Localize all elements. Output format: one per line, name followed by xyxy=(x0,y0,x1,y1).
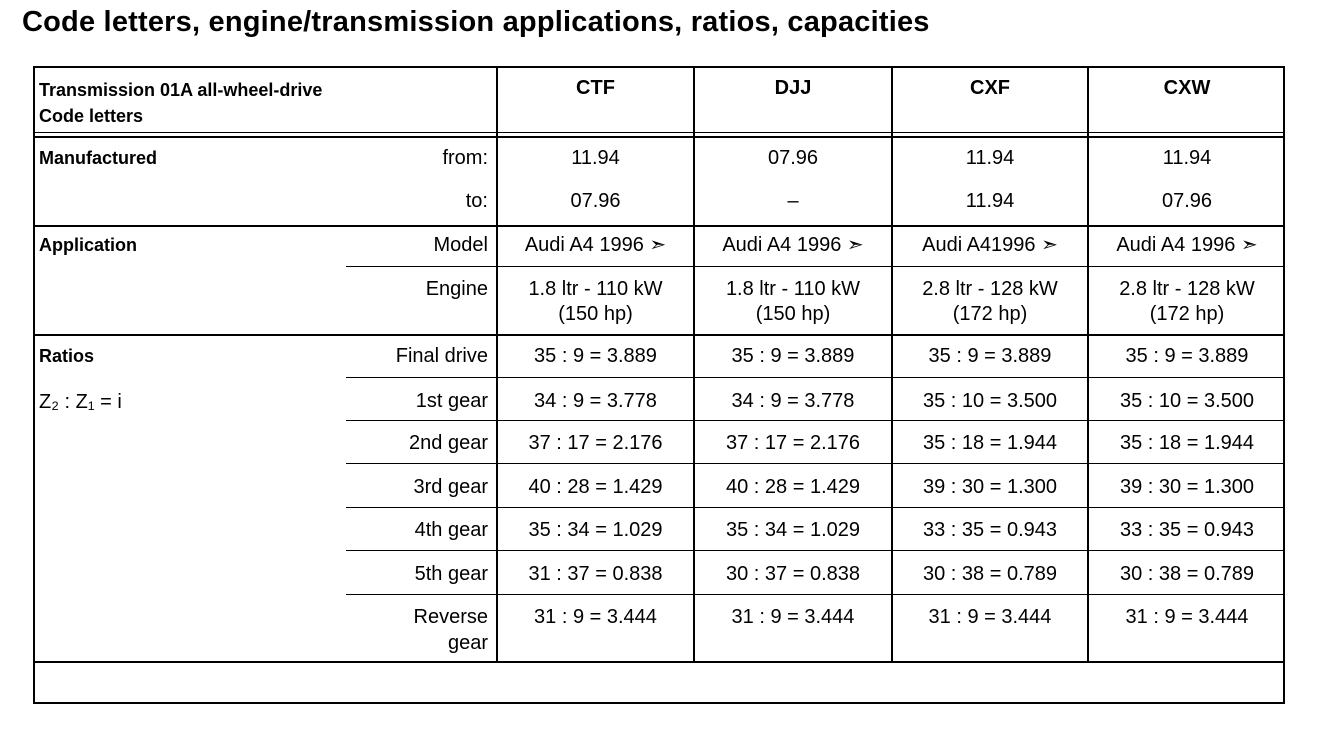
engine-line2: (150 hp) xyxy=(558,303,633,325)
ratio-value: 33 : 35 = 0.943 xyxy=(922,519,1057,541)
ratio-value: 34 : 9 = 3.778 xyxy=(534,390,657,412)
ratio-value: 39 : 30 = 1.300 xyxy=(1119,476,1254,498)
ratio-value: 31 : 9 = 3.444 xyxy=(1125,606,1249,628)
model-value: Audi A4 1996 ➣ xyxy=(722,234,864,256)
rule-final-drive xyxy=(346,377,1285,378)
code-djj: DJJ xyxy=(774,77,812,99)
ratio-value: 35 : 9 = 3.889 xyxy=(534,345,657,367)
code-cxw: CXW xyxy=(1163,77,1211,99)
rule-5th xyxy=(346,594,1285,595)
engine-line1: 1.8 ltr - 110 kW xyxy=(725,278,861,300)
from-value: 11.94 xyxy=(1162,147,1212,169)
ratio-value: 35 : 34 = 1.029 xyxy=(725,519,860,541)
rule-model xyxy=(346,266,1285,267)
model-value: Audi A4 1996 ➣ xyxy=(1116,234,1258,256)
page-title: Code letters, engine/transmission applications, ratios, capacities xyxy=(22,6,930,38)
from-value: 11.94 xyxy=(965,147,1015,169)
ratio-value: 40 : 28 = 1.429 xyxy=(725,476,860,498)
ratio-value: 35 : 9 = 3.889 xyxy=(731,345,855,367)
ratio-value: 31 : 9 = 3.444 xyxy=(928,606,1052,628)
rule-header-top xyxy=(33,132,1285,133)
engine-line1: 2.8 ltr - 128 kW xyxy=(1119,278,1255,300)
ratio-value: 31 : 9 = 3.444 xyxy=(534,606,657,628)
ratio-value: 30 : 37 = 0.838 xyxy=(725,563,860,585)
ratio-value: 35 : 10 = 3.500 xyxy=(1119,390,1254,412)
engine-line2: (172 hp) xyxy=(1149,303,1225,325)
ratio-value: 33 : 35 = 0.943 xyxy=(1119,519,1254,541)
to-value: 11.94 xyxy=(965,190,1015,212)
third-gear-label: 3rd gear xyxy=(413,476,488,498)
to-label: to: xyxy=(465,190,488,212)
rule-1st xyxy=(346,420,1285,421)
second-gear-label: 2nd gear xyxy=(409,432,488,454)
rule-3rd xyxy=(346,507,1285,508)
from-label: from: xyxy=(442,147,488,169)
ratio-value: 34 : 9 = 3.778 xyxy=(731,390,855,412)
final-drive-label: Final drive xyxy=(395,345,488,367)
header-label-line2: Code letters xyxy=(39,106,144,126)
ratio-value: 35 : 9 = 3.889 xyxy=(1125,345,1249,367)
ratio-value: 35 : 9 = 3.889 xyxy=(928,345,1052,367)
model-value: Audi A41996 ➣ xyxy=(922,234,1058,256)
ratio-value: 35 : 34 = 1.029 xyxy=(528,519,663,541)
from-value: 11.94 xyxy=(571,147,620,169)
from-value: 07.96 xyxy=(767,147,819,169)
engine-line2: (150 hp) xyxy=(755,303,831,325)
manufactured-label: Manufactured xyxy=(39,148,158,168)
rule-manufactured xyxy=(33,225,1285,227)
rule-header-bottom xyxy=(33,136,1285,138)
rule-table-end xyxy=(33,661,1285,663)
header-label-line1: Transmission 01A all-wheel-drive xyxy=(39,80,323,100)
application-label: Application xyxy=(39,235,137,255)
model-value: Audi A4 1996 ➣ xyxy=(524,234,667,256)
rule-application xyxy=(33,334,1285,336)
ratio-value: 37 : 17 = 2.176 xyxy=(725,432,860,454)
ratio-value: 30 : 38 = 0.789 xyxy=(1119,563,1254,585)
code-ctf: CTF xyxy=(576,77,615,99)
model-label: Model xyxy=(433,234,488,256)
ratio-value: 31 : 37 = 0.838 xyxy=(528,563,663,585)
ratio-value: 39 : 30 = 1.300 xyxy=(922,476,1057,498)
reverse-gear-label-line2: gear xyxy=(447,632,488,654)
to-value: – xyxy=(787,190,799,212)
to-value: 07.96 xyxy=(570,190,621,212)
fourth-gear-label: 4th gear xyxy=(414,519,488,541)
reverse-gear-label: Reverse xyxy=(413,606,488,628)
engine-label: Engine xyxy=(425,278,488,300)
rule-4th xyxy=(346,550,1285,551)
ratio-value: 35 : 18 = 1.944 xyxy=(1119,432,1254,454)
ratio-value: 30 : 38 = 0.789 xyxy=(922,563,1057,585)
ratio-value: 40 : 28 = 1.429 xyxy=(528,476,663,498)
first-gear-label: 1st gear xyxy=(415,390,488,412)
ratio-formula: Z₂ : Z₁ = i xyxy=(39,391,122,413)
engine-line2: (172 hp) xyxy=(952,303,1028,325)
to-value: 07.96 xyxy=(1161,190,1213,212)
ratio-value: 37 : 17 = 2.176 xyxy=(528,432,663,454)
rule-2nd xyxy=(346,463,1285,464)
ratio-value: 31 : 9 = 3.444 xyxy=(731,606,855,628)
fifth-gear-label: 5th gear xyxy=(414,563,488,585)
code-cxf: CXF xyxy=(970,77,1010,99)
ratios-label: Ratios xyxy=(39,346,95,366)
ratio-value: 35 : 18 = 1.944 xyxy=(922,432,1057,454)
ratio-value: 35 : 10 = 3.500 xyxy=(922,390,1057,412)
engine-line1: 2.8 ltr - 128 kW xyxy=(922,278,1058,300)
engine-line1: 1.8 ltr - 110 kW xyxy=(528,278,663,300)
